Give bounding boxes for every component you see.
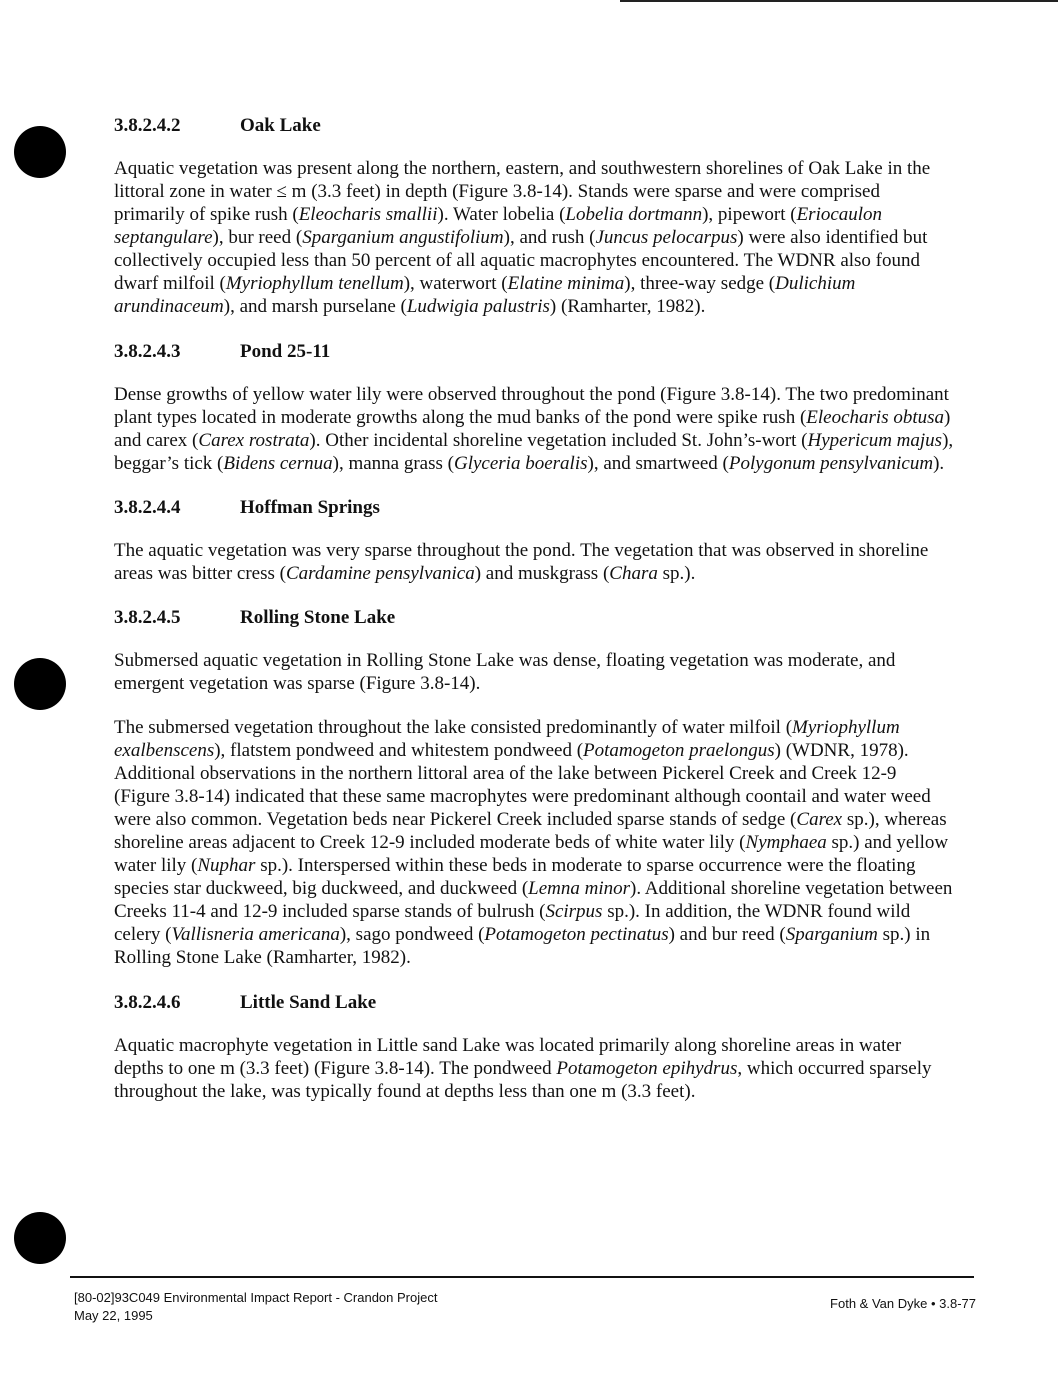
section <box>114 496 954 585</box>
body-paragraph <box>114 383 954 475</box>
species-name: Potamogeton pectinatus <box>484 924 669 945</box>
section <box>114 340 954 475</box>
section-heading <box>114 340 954 363</box>
text-run: ) and bur reed ( <box>668 924 786 945</box>
text-run: ) and muskgrass ( <box>474 563 610 584</box>
section-number: 3.8.2.4.2 <box>114 115 181 136</box>
text-run: ), and smartweed ( <box>587 453 729 474</box>
text-run: ), three-way sedge ( <box>624 273 776 294</box>
footer-document-id: [80-02]93C049 Environmental Impact Report - Crandon Project <box>74 1290 438 1305</box>
binder-hole-middle <box>14 658 66 710</box>
section-heading <box>114 991 954 1014</box>
species-name: Carex <box>796 809 843 830</box>
species-name: Polygonum pensylvanicum <box>728 453 934 474</box>
text-run: sp.), whereas shoreline areas adjacent to Creek 12-9 included moderate beds of white water lily ( <box>114 809 947 853</box>
species-name: Eriocaulon septangulare <box>114 204 883 248</box>
body-paragraph <box>114 157 954 318</box>
binder-hole-bottom <box>14 1212 66 1264</box>
text-run: ), and rush ( <box>503 227 596 248</box>
text-run: ) (WDNR, 1978). Additional observations in the northern littoral area of the lake between Pickerel Creek and Creek 12-9 (Figure 3.8-14) indicated that these same macrophytes were predominant although coontail and water weed were also common. Vegetation beds near Pickerel Creek included sparse stands of sedge ( <box>114 740 931 830</box>
species-name: Glyceria boeralis <box>453 453 588 474</box>
species-name: Eleocharis smallii <box>298 204 438 225</box>
section-title: Hoffman Springs <box>240 497 380 518</box>
text-run: ) (Ramharter, 1982). <box>549 296 706 317</box>
text-run: ). Additional shoreline vegetation between Creeks 11-4 and 12-9 included sparse stands of bulrush ( <box>114 878 953 922</box>
section-title: Pond 25-11 <box>240 341 331 362</box>
species-name: Sparganium angustifolium <box>302 227 504 248</box>
species-name: Eleocharis obtusa <box>806 407 945 428</box>
body-paragraph <box>114 716 954 969</box>
text-run: sp.). <box>657 563 696 584</box>
section-number: 3.8.2.4.6 <box>114 992 181 1013</box>
section-heading <box>114 496 954 519</box>
section <box>114 991 954 1103</box>
text-run: sp.). Interspersed within these beds in moderate to sparse occurrence were the floating species star duckweed, big duckweed, and duckweed ( <box>114 855 916 899</box>
species-name: Nuphar <box>197 855 256 876</box>
text-run: Aquatic macrophyte vegetation in Little sand Lake was located primarily along shoreline areas in water depths to one m (3.3 feet) (Figure 3.8-14). The pondweed <box>114 1035 902 1079</box>
species-name: Myriophyllum tenellum <box>225 273 404 294</box>
section <box>114 114 954 318</box>
text-run: ), beggar’s tick ( <box>114 430 954 474</box>
footer-rule <box>70 1276 974 1278</box>
footer-date: May 22, 1995 <box>74 1308 153 1323</box>
text-run: ) were also identified but collectively occupied less than 50 percent of all aquatic macrophytes encountered. The WDNR also found dwarf milfoil ( <box>114 227 928 294</box>
text-run: sp.). In addition, the WDNR found wild celery ( <box>114 901 911 945</box>
species-name: Juncus pelocarpus <box>595 227 738 248</box>
section-title: Oak Lake <box>240 115 321 136</box>
text-run: ). Other incidental shoreline vegetation included St. John’s-wort ( <box>309 430 808 451</box>
text-run: ) and carex ( <box>114 407 951 451</box>
text-run: ), flatstem pondweed and whitestem pondweed ( <box>214 740 584 761</box>
species-name: Chara <box>609 563 658 584</box>
body-paragraph <box>114 649 954 695</box>
species-name: Hypericum majus <box>807 430 943 451</box>
section-number: 3.8.2.4.3 <box>114 341 181 362</box>
species-name: Lobelia dortmann <box>565 204 703 225</box>
text-run: ), pipewort ( <box>702 204 797 225</box>
text-run: sp.) in Rolling Stone Lake (Ramharter, 1982). <box>114 924 931 968</box>
species-name: Vallisneria americana <box>171 924 340 945</box>
species-name: Potamogeton epihydrus <box>556 1058 738 1079</box>
text-run: The aquatic vegetation was very sparse throughout the pond. The vegetation that was observed in shoreline areas was bitter cress ( <box>114 540 929 584</box>
text-run: ), manna grass ( <box>332 453 454 474</box>
text-run: ), waterwort ( <box>403 273 508 294</box>
species-name: Myriophyllum exalbenscens <box>114 717 900 761</box>
species-name: Scirpus <box>545 901 603 922</box>
species-name: Carex rostrata <box>198 430 310 451</box>
top-rule <box>620 0 1058 2</box>
footer-page-info: Foth & Van Dyke • 3.8-77 <box>830 1296 976 1311</box>
section-number: 3.8.2.4.4 <box>114 497 181 518</box>
section-heading <box>114 114 954 137</box>
species-name: Ludwigia palustris <box>406 296 550 317</box>
body-paragraph <box>114 539 954 585</box>
body-paragraph <box>114 1034 954 1103</box>
species-name: Dulichium arundinaceum <box>114 273 856 317</box>
text-run: Submersed aquatic vegetation in Rolling Stone Lake was dense, floating vegetation was moderate, and emergent vegetation was sparse (Figure 3.8-14). <box>114 650 896 694</box>
section-title: Little Sand Lake <box>240 992 377 1013</box>
section-title: Rolling Stone Lake <box>240 607 396 628</box>
section <box>114 606 954 969</box>
text-run: Dense growths of yellow water lily were observed throughout the pond (Figure 3.8-14). The two predominant plant types located in moderate growths along the mud banks of the pond were spike rush ( <box>114 384 949 428</box>
species-name: Cardamine pensylvanica <box>285 563 475 584</box>
text-run: ), and marsh purselane ( <box>223 296 407 317</box>
species-name: Bidens cernua <box>223 453 333 474</box>
text-run: , which occurred sparsely throughout the lake, was typically found at depths less than one m (3.3 feet). <box>114 1058 932 1102</box>
species-name: Sparganium <box>785 924 878 945</box>
section-number: 3.8.2.4.5 <box>114 607 181 628</box>
footer-left <box>74 1289 437 1325</box>
text-run: The submersed vegetation throughout the lake consisted predominantly of water milfoil ( <box>114 717 793 738</box>
text-run: Aquatic vegetation was present along the northern, eastern, and southwestern shorelines of Oak Lake in the littoral zone in water ≤ m (3.3 feet) in depth (Figure 3.8-14). Stands were sparse and were comprised primarily of spike rush ( <box>114 158 931 225</box>
document-body <box>114 114 954 1124</box>
species-name: Nymphaea <box>745 832 827 853</box>
section-heading <box>114 606 954 629</box>
text-run: ), sago pondweed ( <box>339 924 485 945</box>
text-run: sp.) and yellow water lily ( <box>114 832 949 876</box>
species-name: Potamogeton praelongus <box>583 740 775 761</box>
species-name: Elatine minima <box>507 273 625 294</box>
species-name: Lemna minor <box>528 878 631 899</box>
text-run: ). <box>933 453 945 474</box>
text-run: ). Water lobelia ( <box>437 204 566 225</box>
binder-hole-top <box>14 126 66 178</box>
text-run: ), bur reed ( <box>212 227 303 248</box>
